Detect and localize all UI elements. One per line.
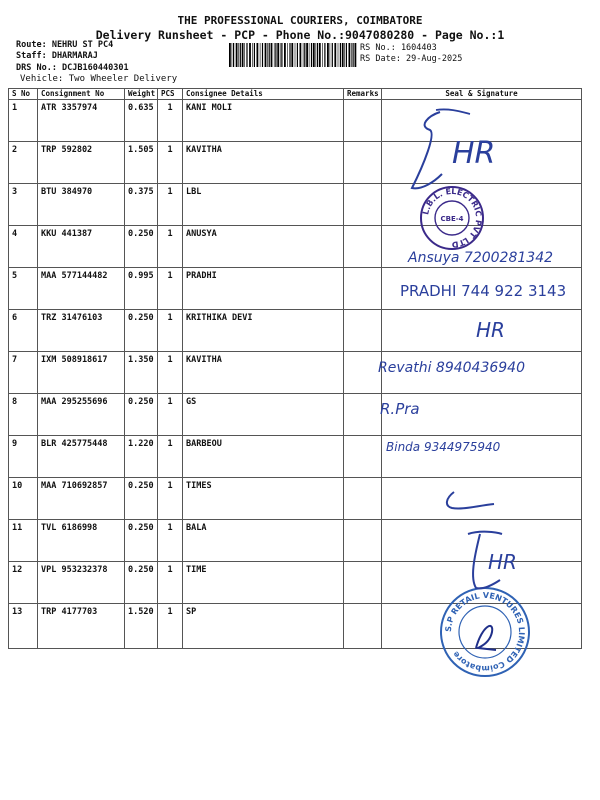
svg-text:S.P RETAIL VENTURES LIMITED Co: S.P RETAIL VENTURES LIMITED Coimbatore xyxy=(443,590,527,674)
cell-consignment-no: TRP 592802 xyxy=(38,142,125,184)
cell-pcs: 1 xyxy=(158,604,183,649)
cell-pcs: 1 xyxy=(158,478,183,520)
cell-pcs: 1 xyxy=(158,100,183,142)
cell-consignment-no: IXM 508918617 xyxy=(38,352,125,394)
barcode-image xyxy=(229,43,357,67)
cell-weight: 1.220 xyxy=(125,436,158,478)
vehicle-line: Vehicle: Two Wheeler Delivery xyxy=(20,74,178,84)
cell-sno: 9 xyxy=(9,436,38,478)
signature-row5-text: PRADHI 744 922 3143 xyxy=(400,282,567,300)
cell-sno: 3 xyxy=(9,184,38,226)
cell-consignee: GS xyxy=(183,394,344,436)
col-header-sno: S No xyxy=(9,89,38,100)
cell-weight: 0.250 xyxy=(125,478,158,520)
cell-weight: 0.250 xyxy=(125,562,158,604)
cell-sno: 11 xyxy=(9,520,38,562)
cell-sno: 6 xyxy=(9,310,38,352)
cell-remarks xyxy=(344,520,382,562)
cell-consignee: BALA xyxy=(183,520,344,562)
route-line: Route: NEHRU ST PC4 xyxy=(16,40,114,50)
cell-weight: 0.995 xyxy=(125,268,158,310)
cell-consignee: TIME xyxy=(183,562,344,604)
cell-consignee: TIMES xyxy=(183,478,344,520)
cell-remarks xyxy=(344,226,382,268)
cell-weight: 1.520 xyxy=(125,604,158,649)
signature-row4-text: Ansuya 7200281342 xyxy=(408,250,554,266)
cell-consignment-no: KKU 441387 xyxy=(38,226,125,268)
cell-consignment-no: MAA 577144482 xyxy=(38,268,125,310)
col-header-pcs: PCS xyxy=(158,89,183,100)
cell-pcs: 1 xyxy=(158,310,183,352)
cell-pcs: 1 xyxy=(158,184,183,226)
cell-remarks xyxy=(344,394,382,436)
cell-pcs: 1 xyxy=(158,520,183,562)
cell-consignee: KRITHIKA DEVI xyxy=(183,310,344,352)
cell-pcs: 1 xyxy=(158,352,183,394)
cell-consignee: LBL xyxy=(183,184,344,226)
cell-pcs: 1 xyxy=(158,268,183,310)
cell-consignment-no: MAA 295255696 xyxy=(38,394,125,436)
company-title: THE PROFESSIONAL COURIERS, COIMBATORE xyxy=(177,14,423,27)
signature-row6-text: HR xyxy=(476,318,505,342)
cell-weight: 0.250 xyxy=(125,226,158,268)
cell-sno: 12 xyxy=(9,562,38,604)
cell-remarks xyxy=(344,100,382,142)
cell-sno: 1 xyxy=(9,100,38,142)
drs-number: DRS No.: DCJB160440301 xyxy=(16,63,129,73)
cell-remarks xyxy=(344,436,382,478)
cell-weight: 0.250 xyxy=(125,520,158,562)
signature-row12-text: HR xyxy=(488,550,517,574)
table-header-row xyxy=(9,89,582,100)
table-row xyxy=(9,394,582,436)
cell-consignee: PRADHI xyxy=(183,268,344,310)
cell-remarks xyxy=(344,352,382,394)
cell-pcs: 1 xyxy=(158,226,183,268)
cell-weight: 0.250 xyxy=(125,394,158,436)
cell-consignee: SP xyxy=(183,604,344,649)
cell-remarks xyxy=(344,562,382,604)
cell-consignment-no: VPL 953232378 xyxy=(38,562,125,604)
cell-consignment-no: TRP 4177703 xyxy=(38,604,125,649)
cell-consignment-no: ATR 3357974 xyxy=(38,100,125,142)
cell-sno: 2 xyxy=(9,142,38,184)
cell-consignee: ANUSYA xyxy=(183,226,344,268)
svg-text:L.B.L. ELECTRIC PVT LTD: L.B.L. ELECTRIC PVT LTD xyxy=(421,186,484,250)
col-header-consignee: Consignee Details xyxy=(183,89,344,100)
cell-weight: 0.635 xyxy=(125,100,158,142)
col-header-remarks: Remarks xyxy=(344,89,382,100)
cell-sno: 7 xyxy=(9,352,38,394)
sp-retail-stamp xyxy=(438,586,532,678)
cell-consignment-no: TRZ 31476103 xyxy=(38,310,125,352)
cell-remarks xyxy=(344,142,382,184)
signature-row9-text: Binda 9344975940 xyxy=(386,440,501,454)
cell-consignment-no: BLR 425775448 xyxy=(38,436,125,478)
cell-sno: 10 xyxy=(9,478,38,520)
cell-weight: 1.350 xyxy=(125,352,158,394)
col-header-weight: Weight xyxy=(125,89,158,100)
cell-sno: 4 xyxy=(9,226,38,268)
cell-remarks xyxy=(344,184,382,226)
cell-pcs: 1 xyxy=(158,436,183,478)
cell-pcs: 1 xyxy=(158,394,183,436)
signature-row8-text: R.Pra xyxy=(380,400,420,418)
cell-consignment-no: TVL 6186998 xyxy=(38,520,125,562)
cell-weight: 1.505 xyxy=(125,142,158,184)
rs-date: RS Date: 29-Aug-2025 xyxy=(360,54,463,64)
cell-consignment-no: MAA 710692857 xyxy=(38,478,125,520)
cell-consignee: KAVITHA xyxy=(183,352,344,394)
signature-row1-text: HR xyxy=(452,136,496,171)
rs-number: RS No.: 1604403 xyxy=(360,43,437,53)
cell-consignee: BARBEOU xyxy=(183,436,344,478)
cell-remarks xyxy=(344,478,382,520)
cell-remarks xyxy=(344,310,382,352)
runsheet-title: Delivery Runsheet - PCP - Phone No.:9047080280 - Page No.:1 xyxy=(95,28,505,42)
cell-sno: 13 xyxy=(9,604,38,649)
cell-remarks xyxy=(344,604,382,649)
cell-remarks xyxy=(344,268,382,310)
col-header-signature: Seal & Signature xyxy=(382,89,582,100)
svg-text:CBE-4: CBE-4 xyxy=(440,215,464,223)
cell-sno: 5 xyxy=(9,268,38,310)
signature-row7-text: Revathi 8940436940 xyxy=(378,360,525,376)
cell-sno: 8 xyxy=(9,394,38,436)
col-header-consignment: Consignment No xyxy=(38,89,125,100)
cell-weight: 0.250 xyxy=(125,310,158,352)
cell-consignee: KAVITHA xyxy=(183,142,344,184)
staff-line: Staff: DHARMARAJ xyxy=(16,51,98,61)
signature-row10-scribble xyxy=(440,484,500,518)
cell-consignment-no: BTU 384970 xyxy=(38,184,125,226)
cell-consignee: KANI MOLI xyxy=(183,100,344,142)
cell-weight: 0.375 xyxy=(125,184,158,226)
cell-pcs: 1 xyxy=(158,562,183,604)
cell-pcs: 1 xyxy=(158,142,183,184)
